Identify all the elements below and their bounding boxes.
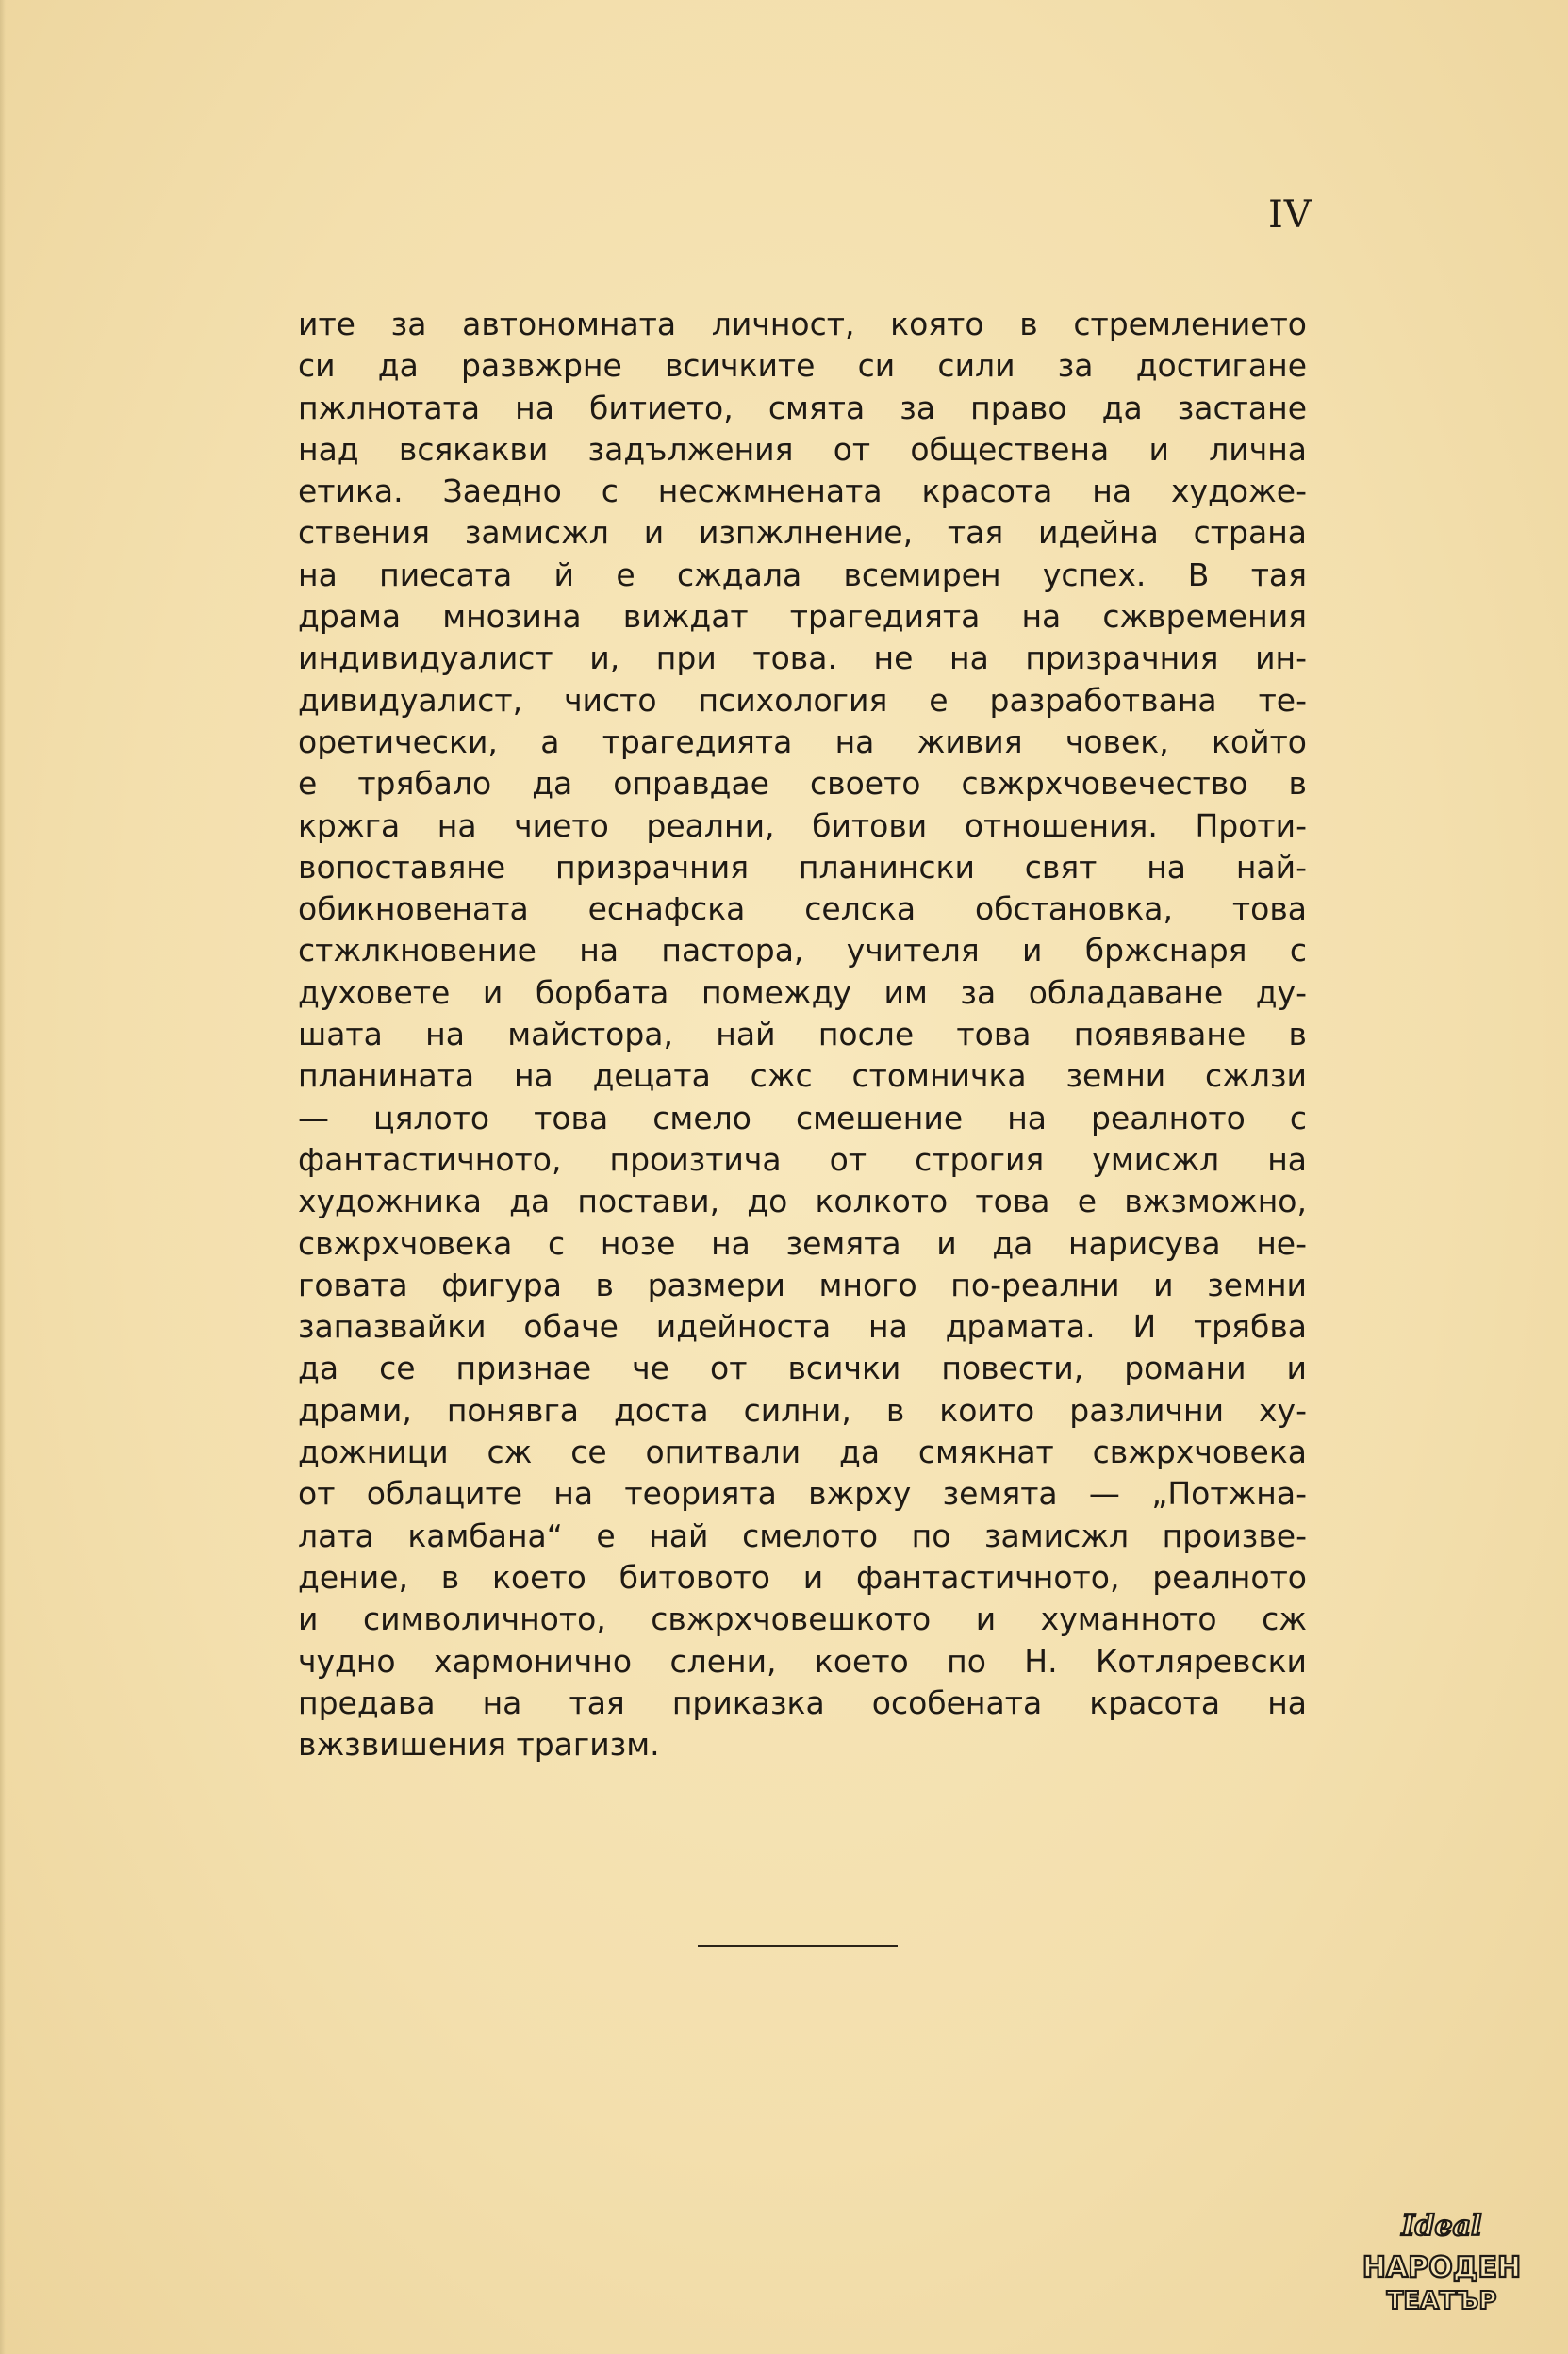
- text-line: кржга на чието реални, битови отношения. Проти-: [298, 806, 1307, 844]
- stamp-line-1: НАРОДЕН: [1362, 2251, 1522, 2284]
- text-line: оретически, а трагедията на живия човек, който: [298, 722, 1307, 760]
- text-line: драми, понявга доста силни, в които различни ху-: [298, 1391, 1307, 1429]
- text-line: художника да постави, до колкото това е вжзможно,: [298, 1183, 1307, 1220]
- stamp-script: Ideal: [1401, 2210, 1482, 2243]
- body-text: [298, 304, 1307, 1766]
- text-line: говата фигура в размери много по-реални и земни: [298, 1266, 1307, 1303]
- text-line: над всякакви задължения от обществена и лична: [298, 430, 1307, 468]
- text-line: от облаците на теорията вжрху земята — „Потжна-: [298, 1475, 1307, 1513]
- text-line: предава на тая приказка особената красота на: [298, 1683, 1307, 1721]
- text-line: свжрхчовека с нозе на земята и да нарисува не-: [298, 1224, 1307, 1262]
- text-line: етика. Заедно с несжмнената красота на художе-: [298, 472, 1307, 510]
- text-line: планината на децата сжс стомничка земни сжлзи: [298, 1057, 1307, 1095]
- text-line: и символичното, свжрхчовешкото и хуманното сж: [298, 1600, 1307, 1638]
- text-line: дивидуалист, чисто психология е разработвана те-: [298, 681, 1307, 719]
- page-edge-shadow: [0, 0, 6, 2354]
- text-line: ствения замисжл и изпжлнение, тая идейна страна: [298, 514, 1307, 552]
- text-line: обикновената еснафска селска обстановка, това: [298, 890, 1307, 928]
- text-line: драма мнозина виждат трагедията на сжвремения: [298, 598, 1307, 636]
- page-number: IV: [1268, 193, 1312, 237]
- text-line: вжзвишения трагизм.: [298, 1726, 660, 1764]
- text-line: на пиесата й е сждала всемирен успех. В тая: [298, 555, 1307, 593]
- text-line: си да развжрне всичките си сили за достигане: [298, 347, 1307, 385]
- text-line: индивидуалист и, при това. не на призрачния ин-: [298, 639, 1307, 677]
- text-line: духовете и борбата помежду им за обладаване ду-: [298, 973, 1307, 1011]
- text-line: е трябало да оправдае своето свжрхчовечество в: [298, 765, 1307, 803]
- section-divider: [698, 1945, 898, 1947]
- text-line: стжлкновение на пастора, учителя и бржснаря с: [298, 932, 1307, 970]
- text-line: дожници сж се опитвали да смякнат свжрхчовека: [298, 1434, 1307, 1471]
- text-line: фантастичното, произтича от строгия умисжл на: [298, 1140, 1307, 1178]
- text-line: — цялото това смело смешение на реалното с: [298, 1099, 1307, 1136]
- stamp-line-2: ТЕАТЪР: [1386, 2287, 1497, 2315]
- text-line: вопоставяне призрачния планински свят на най-: [298, 848, 1307, 886]
- text-line: запазвайки обаче идейноста на драмата. И трябва: [298, 1308, 1307, 1346]
- text-line: пжлнотата на битието, смята за право да застане: [298, 389, 1307, 426]
- text-line: чудно хармонично слени, което по Н. Котляревски: [298, 1642, 1307, 1680]
- text-line: дение, в което битовото и фантастичното, реалното: [298, 1558, 1307, 1596]
- text-line: лата камбана“ е най смелото по замисжл произве-: [298, 1517, 1307, 1554]
- theatre-stamp-logo: [1358, 2203, 1526, 2320]
- text-line: ите за автономната личност, която в стремлението: [298, 306, 1307, 342]
- text-line: да се признае че от всички повести, романи и: [298, 1350, 1307, 1387]
- text-line: шата на майстора, най после това появяване в: [298, 1016, 1307, 1053]
